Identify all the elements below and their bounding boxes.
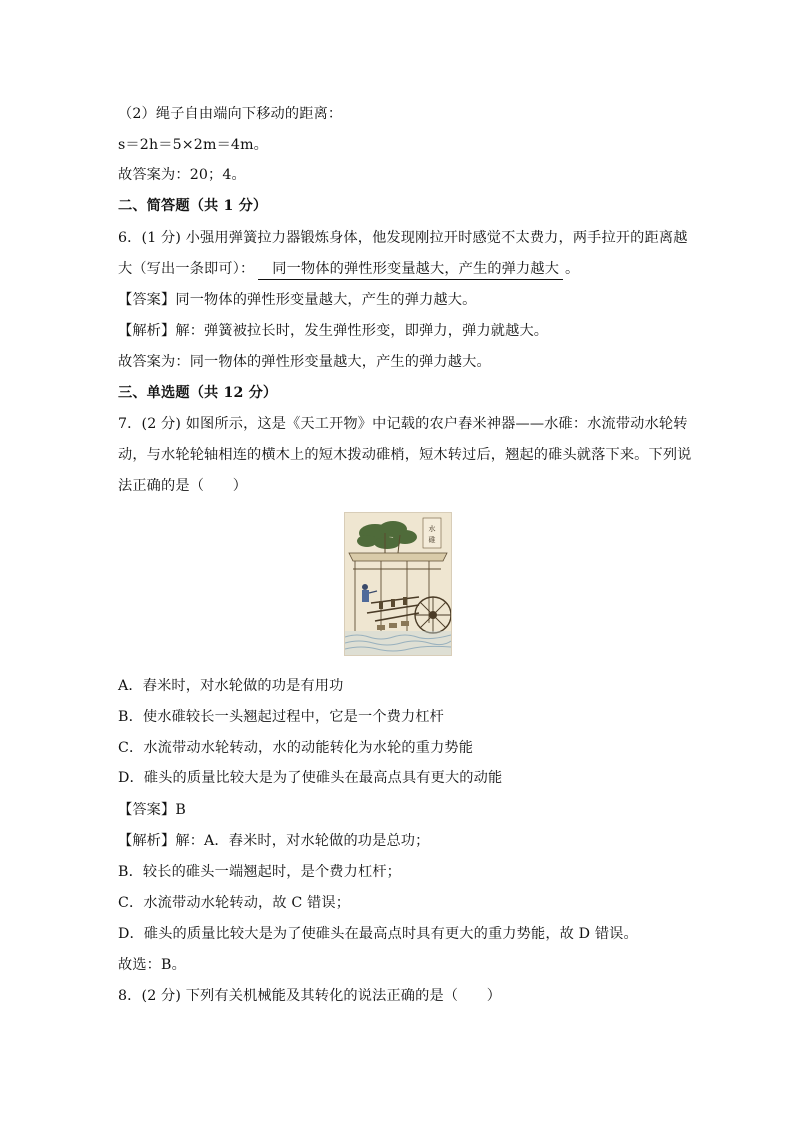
q7-line1: 7．(2 分) 如图所示，这是《天工开物》中记载的农户舂米神器——水碓：水流带动水轮转 (118, 416, 688, 432)
answer-part: 故答案为：20；4。 (118, 167, 246, 183)
water-mill-illustration (344, 512, 452, 656)
section2-title: 二、简答题（共 1 分） (118, 198, 268, 214)
q7-option-d: D．碓头的质量比较大是为了使碓头在最高点具有更大的动能 (118, 770, 503, 786)
q7-analysis-a: 【解析】解：A．舂米时，对水轮做的功是总功； (118, 833, 430, 849)
q6-final: 故答案为：同一物体的弹性形变量越大，产生的弹力越大。 (118, 354, 491, 370)
part2-note: （2）绳子自由端向下移动的距离： (118, 106, 343, 122)
q6-answer-blank: 同一物体的弹性形变量越大，产生的弹力越大 (258, 259, 563, 280)
q7-line2: 动，与水轮轮轴相连的横木上的短木拨动碓梢，短木转过后，翘起的碓头就落下来。下列说 (118, 447, 692, 463)
q6-line2 (118, 259, 684, 280)
water-wheel (415, 597, 451, 633)
q7-analysis-d: D．碓头的质量比较大是为了使碓头在最高点时具有更大的重力势能，故 D 错误。 (118, 926, 638, 942)
q7-answer: 【答案】B (118, 802, 186, 818)
roof (349, 553, 447, 561)
q7-final: 故选：B。 (118, 957, 186, 973)
q7-option-c: C．水流带动水轮转动，水的动能转化为水轮的重力势能 (118, 740, 474, 756)
q6-answer: 【答案】同一物体的弹性形变量越大，产生的弹力越大。 (118, 292, 477, 308)
q7-option-a: A．舂米时，对水轮做的功是有用功 (118, 678, 344, 694)
q6-analysis: 【解析】解：弹簧被拉长时，发生弹性形变，即弹力，弹力就越大。 (118, 323, 549, 339)
water-mill-drawing (345, 513, 451, 655)
q7-analysis-c: C．水流带动水轮转动，故 C 错误； (118, 895, 351, 911)
q6-line1: 6．(1 分) 小强用弹簧拉力器锻炼身体，他发现刚拉开时感觉不太费力，两手拉开的距离越 (118, 230, 688, 246)
q6-line2-prefix: 大（写出一条即可）： (118, 261, 255, 277)
figure-caption-char-2: 碓 (428, 536, 436, 544)
section3-title: 三、单选题（共 12 分） (118, 385, 278, 401)
q6-line2-suffix: 。 (565, 261, 580, 277)
figure-caption-char-1: 水 (428, 525, 436, 533)
q7-option-b: B．使水碓较长一头翘起过程中，它是一个费力杠杆 (118, 709, 445, 725)
q7-analysis-b: B．较长的碓头一端翘起时，是个费力杠杆； (118, 864, 401, 880)
q8-line1: 8．(2 分) 下列有关机械能及其转化的说法正确的是（ ） (118, 988, 502, 1004)
q7-line3: 法正确的是（ ） (118, 478, 248, 494)
formula-line: s＝2h＝5×2m＝4m。 (118, 137, 269, 153)
